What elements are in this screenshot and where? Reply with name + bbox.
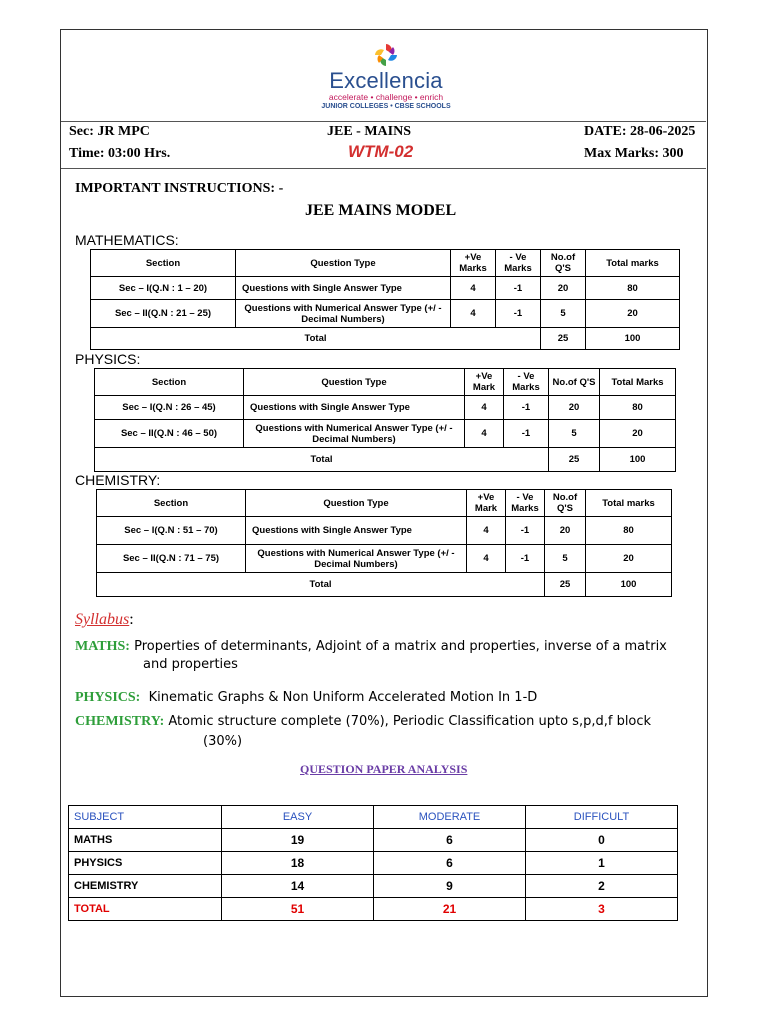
col-section: Section: [91, 250, 236, 277]
type-cell: Questions with Single Answer Type: [244, 396, 465, 420]
table-row: [91, 277, 680, 300]
col-no-questions: No.of Q'S: [549, 369, 600, 396]
total-no: 25: [549, 448, 600, 472]
table-row: [69, 829, 678, 852]
chemistry-topics-line2: (30%): [203, 734, 243, 749]
col-neg-marks: - Ve Marks: [496, 250, 541, 277]
difficult-cell: 0: [526, 829, 678, 852]
total-label: TOTAL: [69, 898, 222, 921]
syllabus-maths: [75, 638, 695, 656]
total-difficult: 3: [526, 898, 678, 921]
logo-brand-name: Excellencia: [329, 68, 443, 93]
total-no: 25: [541, 328, 586, 350]
neg-cell: -1: [504, 420, 549, 448]
type-cell: Questions with Single Answer Type: [236, 277, 451, 300]
neg-cell: -1: [504, 396, 549, 420]
total-label: Total: [97, 573, 545, 597]
sec-label: Sec: JR MPC: [69, 124, 150, 139]
neg-cell: -1: [506, 545, 545, 573]
col-neg-marks: - Ve Marks: [504, 369, 549, 396]
col-question-type: Question Type: [244, 369, 465, 396]
no-cell: 20: [549, 396, 600, 420]
type-cell: Questions with Numerical Answer Type (+/ - Decimal Numbers): [236, 300, 451, 328]
neg-cell: -1: [506, 517, 545, 545]
chemistry-topics: Atomic structure complete (70%), Periodic Classification upto s,p,d,f block: [168, 714, 652, 729]
difficult-cell: 1: [526, 852, 678, 875]
syllabus-heading: Syllabus:: [75, 611, 134, 628]
col-section: Section: [97, 490, 246, 517]
header-bottom-rule: [61, 168, 706, 169]
analysis-header-row: [69, 806, 678, 829]
table-row: [91, 300, 680, 328]
total-marks: 100: [586, 328, 680, 350]
col-question-type: Question Type: [236, 250, 451, 277]
model-title: JEE MAINS MODEL: [305, 202, 457, 219]
header-moderate: MODERATE: [374, 806, 526, 829]
neg-cell: -1: [496, 300, 541, 328]
type-cell: Questions with Numerical Answer Type (+/ - Decimal Numbers): [246, 545, 467, 573]
total-cell: 20: [586, 545, 672, 573]
section-cell: Sec – II(Q.N : 21 – 25): [91, 300, 236, 328]
table-row: [95, 396, 676, 420]
easy-cell: 18: [222, 852, 374, 875]
physics-label: PHYSICS:: [75, 690, 141, 705]
table-total-row: [95, 448, 676, 472]
table-total-row: [91, 328, 680, 350]
section-cell: Sec – I(Q.N : 1 – 20): [91, 277, 236, 300]
header-difficult: DIFFICULT: [526, 806, 678, 829]
table-header-row: [95, 369, 676, 396]
table-row: [97, 545, 672, 573]
total-label: Total: [95, 448, 549, 472]
header-subject: SUBJECT: [69, 806, 222, 829]
logo-swirl-icon: [373, 42, 399, 68]
no-cell: 5: [541, 300, 586, 328]
subject-heading-chemistry: CHEMISTRY:: [75, 472, 161, 488]
type-cell: Questions with Single Answer Type: [246, 517, 467, 545]
col-total-marks: Total marks: [586, 490, 672, 517]
no-cell: 5: [545, 545, 586, 573]
pos-cell: 4: [451, 300, 496, 328]
pos-cell: 4: [465, 420, 504, 448]
table-row: [69, 852, 678, 875]
total-cell: 20: [586, 300, 680, 328]
col-total-marks: Total Marks: [600, 369, 676, 396]
header-top-rule: [61, 121, 706, 122]
analysis-title: QUESTION PAPER ANALYSIS: [300, 762, 468, 776]
col-pos-marks: +Ve Marks: [451, 250, 496, 277]
syllabus-physics: [75, 689, 695, 707]
no-cell: 5: [549, 420, 600, 448]
section-cell: Sec – II(Q.N : 46 – 50): [95, 420, 244, 448]
table-row: [97, 517, 672, 545]
header-easy: EASY: [222, 806, 374, 829]
chemistry-label: CHEMISTRY:: [75, 714, 165, 729]
section-cell: Sec – I(Q.N : 51 – 70): [97, 517, 246, 545]
col-section: Section: [95, 369, 244, 396]
col-total-marks: Total marks: [586, 250, 680, 277]
maths-marks-table: [90, 249, 680, 350]
total-marks: 100: [600, 448, 676, 472]
total-easy: 51: [222, 898, 374, 921]
total-cell: 80: [586, 517, 672, 545]
physics-topics: Kinematic Graphs & Non Uniform Accelerated Motion In 1-D: [148, 690, 538, 705]
easy-cell: 14: [222, 875, 374, 898]
total-moderate: 21: [374, 898, 526, 921]
analysis-table: [68, 805, 678, 921]
syllabus-title: Syllabus: [75, 611, 130, 628]
subject-cell: MATHS: [69, 829, 222, 852]
section-cell: Sec – I(Q.N : 26 – 45): [95, 396, 244, 420]
paper-code: WTM-02: [348, 142, 414, 161]
moderate-cell: 6: [374, 852, 526, 875]
table-row: [69, 875, 678, 898]
date-label: DATE: 28-06-2025: [584, 124, 696, 139]
section-cell: Sec – II(Q.N : 71 – 75): [97, 545, 246, 573]
table-header-row: [97, 490, 672, 517]
difficult-cell: 2: [526, 875, 678, 898]
no-cell: 20: [545, 517, 586, 545]
moderate-cell: 9: [374, 875, 526, 898]
maths-topics-line2: and properties: [143, 657, 238, 672]
subject-heading-physics: PHYSICS:: [75, 351, 141, 367]
total-marks: 100: [586, 573, 672, 597]
type-cell: Questions with Numerical Answer Type (+/ - Decimal Numbers): [244, 420, 465, 448]
maths-topics: Properties of determinants, Adjoint of a matrix and properties, inverse of a matrix: [134, 639, 667, 654]
subject-cell: CHEMISTRY: [69, 875, 222, 898]
subject-cell: PHYSICS: [69, 852, 222, 875]
table-row: [95, 420, 676, 448]
pos-cell: 4: [467, 517, 506, 545]
chemistry-marks-table: [96, 489, 672, 597]
syllabus-chemistry: [75, 713, 695, 731]
pos-cell: 4: [467, 545, 506, 573]
total-no: 25: [545, 573, 586, 597]
excellencia-logo: [318, 42, 454, 118]
time-label: Time: 03:00 Hrs.: [69, 146, 171, 161]
logo-tagline: accelerate • challenge • enrich: [328, 92, 444, 102]
col-no-questions: No.of Q'S: [545, 490, 586, 517]
subject-heading-maths: MATHEMATICS:: [75, 232, 179, 248]
physics-marks-table: [94, 368, 676, 472]
analysis-total-row: [69, 898, 678, 921]
moderate-cell: 6: [374, 829, 526, 852]
col-pos-marks: +Ve Mark: [465, 369, 504, 396]
easy-cell: 19: [222, 829, 374, 852]
table-header-row: [91, 250, 680, 277]
exam-label: JEE - MAINS: [327, 124, 412, 139]
col-neg-marks: - Ve Marks: [506, 490, 545, 517]
col-pos-marks: +Ve Mark: [467, 490, 506, 517]
total-cell: 80: [600, 396, 676, 420]
no-cell: 20: [541, 277, 586, 300]
neg-cell: -1: [496, 277, 541, 300]
total-cell: 20: [600, 420, 676, 448]
pos-cell: 4: [465, 396, 504, 420]
instructions-title: IMPORTANT INSTRUCTIONS: -: [75, 181, 284, 196]
table-total-row: [97, 573, 672, 597]
logo-subtitle: JUNIOR COLLEGES • CBSE SCHOOLS: [321, 103, 451, 110]
col-no-questions: No.of Q'S: [541, 250, 586, 277]
maths-label: MATHS:: [75, 639, 130, 654]
col-question-type: Question Type: [246, 490, 467, 517]
pos-cell: 4: [451, 277, 496, 300]
total-label: Total: [91, 328, 541, 350]
max-marks-label: Max Marks: 300: [584, 146, 684, 161]
total-cell: 80: [586, 277, 680, 300]
